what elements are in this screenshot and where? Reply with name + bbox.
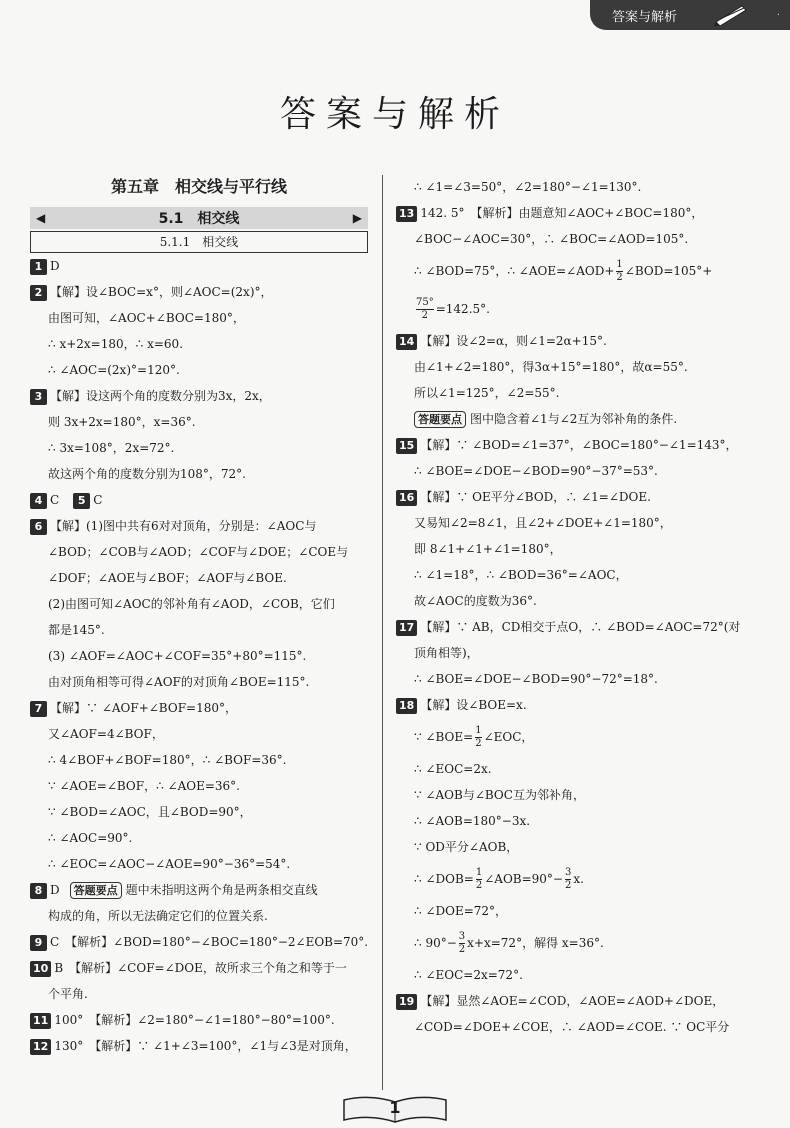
answer-line bbox=[30, 409, 368, 435]
answer-line bbox=[30, 877, 368, 903]
question-number: 1 bbox=[30, 259, 47, 275]
answer-text: C 【解析】∠BOD=180°−∠BOC=180°−2∠EOB=70°. bbox=[50, 935, 369, 949]
answer-line bbox=[30, 773, 368, 799]
answer-line bbox=[396, 692, 766, 718]
answer-text: ∠BOD；∠COB与∠AOD；∠COF与∠DOE；∠COE与 bbox=[48, 545, 349, 559]
question-number: 13 bbox=[396, 206, 417, 222]
answer-text: D bbox=[50, 883, 60, 897]
answer-line bbox=[30, 435, 368, 461]
answer-line bbox=[30, 253, 368, 279]
answer-line: 故∠AOC的度数为36°. bbox=[414, 594, 537, 608]
answer-line bbox=[396, 988, 766, 1014]
answer-text: =142.5°. bbox=[435, 302, 490, 316]
answer-line bbox=[30, 721, 368, 747]
answer-text: x. bbox=[573, 872, 584, 886]
answer-text: 【解】∵ AB，CD相交于点O，∴ ∠BOD=∠AOC=72°(对 bbox=[420, 620, 741, 634]
answer-text: 图中隐含着∠1与∠2互为邻补角的条件. bbox=[470, 412, 678, 426]
answer-text: 由图可知，∠AOC+∠BOC=180°， bbox=[48, 311, 245, 325]
fraction: $\frac{1}{2}$ bbox=[475, 725, 482, 749]
answer-line: ∴ ∠DOE=72°， bbox=[414, 904, 508, 918]
answer-line: ∴ ∠1=∠3=50°，∠2=180°−∠1=130°. bbox=[414, 180, 642, 194]
answer-text: 【解】设∠2=α，则∠1=2α+15°. bbox=[420, 334, 607, 348]
answer-line bbox=[396, 718, 766, 756]
answer-text: (2)由图可知∠AOC的邻补角有∠AOD，∠COB，它们 bbox=[48, 597, 335, 611]
answer-line: ∵ OD平分∠AOB， bbox=[414, 840, 519, 854]
answer-line bbox=[396, 924, 766, 962]
answer-text: 则 3x+2x=180°，x=36°. bbox=[48, 415, 196, 429]
fraction: $\frac{3}{2}$ bbox=[564, 867, 572, 891]
answer-text: ∵ ∠BOD=∠AOC，且∠BOD=90°， bbox=[48, 805, 252, 819]
question-number: 15 bbox=[396, 438, 417, 454]
answer-text: ∴ ∠AOC=90°. bbox=[48, 831, 133, 845]
page-title: 答案与解析 bbox=[279, 94, 510, 135]
answer-line bbox=[396, 328, 766, 354]
answer-text: 题中未指明这两个角是两条相交直线 bbox=[125, 883, 318, 897]
answer-line: ∴ ∠AOB=180°−3x. bbox=[414, 814, 531, 828]
answer-text: B 【解析】∠COF=∠DOE，故所求三个角之和等于一 bbox=[54, 961, 347, 975]
answer-text: 【解】设这两个角的度数分别为3x，2x， bbox=[50, 389, 271, 403]
answer-text: 【解】∵ ∠AOF+∠BOF=180°， bbox=[50, 701, 237, 715]
answer-line: ∴ ∠EOC=2x=72°. bbox=[414, 968, 523, 982]
question-number: 7 bbox=[30, 701, 47, 717]
header-dot: · bbox=[776, 10, 780, 21]
answer-line bbox=[30, 799, 368, 825]
answer-text: ∴ ∠AOC=(2x)°=120°. bbox=[48, 363, 180, 377]
question-number: 18 bbox=[396, 698, 417, 714]
answer-text: ∠AOB=90°− bbox=[484, 872, 563, 886]
answer-line bbox=[30, 331, 368, 357]
answer-text: 142. 5° 【解析】由题意知∠AOC+∠BOC=180°， bbox=[420, 206, 704, 220]
page-number-badge bbox=[340, 1094, 450, 1124]
answer-text: ∴ 3x=108°，2x=72°. bbox=[48, 441, 175, 455]
fraction: $\frac{1}{2}$ bbox=[475, 867, 483, 891]
answer-line bbox=[30, 955, 368, 981]
answer-line bbox=[30, 539, 368, 565]
answer-line bbox=[396, 290, 766, 328]
answer-line bbox=[30, 279, 368, 305]
answer-line bbox=[30, 695, 368, 721]
answer-text: ∠DOF；∠AOE与∠BOF；∠AOF与∠BOE. bbox=[48, 571, 287, 585]
answer-text: 个平角. bbox=[48, 987, 88, 1001]
answer-line: ∠BOC−∠AOC=30°，∴ ∠BOC=∠AOD=105°. bbox=[414, 232, 689, 246]
answer-text: ∴ ∠DOB= bbox=[414, 872, 474, 886]
fraction: $\frac{3}{2}$ bbox=[458, 931, 466, 955]
answer-line bbox=[396, 860, 766, 898]
answer-text: 构成的角，所以无法确定它们的位置关系. bbox=[48, 909, 268, 923]
right-arrow-icon: ▶ bbox=[352, 211, 362, 225]
section-label: 5.1 相交线 bbox=[158, 211, 240, 227]
answer-line bbox=[30, 461, 368, 487]
answer-text: 【解】显然∠AOE=∠COD，∠AOE=∠AOD+∠DOE， bbox=[420, 994, 725, 1008]
fraction: $\frac{75^\circ}{2}$ bbox=[416, 297, 434, 321]
answer-line bbox=[30, 1033, 368, 1059]
answer-line bbox=[30, 617, 368, 643]
answer-line bbox=[30, 643, 368, 669]
question-number: 5 bbox=[73, 493, 90, 509]
answer-text: ∴ 4∠BOF+∠BOF=180°，∴ ∠BOF=36°. bbox=[48, 753, 287, 767]
question-number: 11 bbox=[30, 1013, 51, 1029]
question-number: 4 bbox=[30, 493, 47, 509]
answer-text: C bbox=[93, 493, 103, 507]
answer-text: ∵ ∠BOE= bbox=[414, 730, 474, 744]
answer-text: C bbox=[50, 493, 60, 507]
question-number: 17 bbox=[396, 620, 417, 636]
question-number: 16 bbox=[396, 490, 417, 506]
header-tab-label: 答案与解析 bbox=[612, 9, 678, 25]
answer-line: 由∠1+∠2=180°，得3α+15°=180°，故α=55°. bbox=[414, 360, 688, 374]
left-column bbox=[30, 170, 368, 1059]
answer-text: 【解】∵ ∠BOD=∠1=37°，∠BOC=180°−∠1=143°， bbox=[420, 438, 738, 452]
answer-line: 又易知∠2=8∠1，且∠2+∠DOE+∠1=180°， bbox=[414, 516, 672, 530]
answer-line bbox=[30, 357, 368, 383]
answer-text: (3) ∠AOF=∠AOC+∠COF=35°+80°=115°. bbox=[48, 649, 307, 663]
answer-line bbox=[396, 200, 766, 226]
question-number: 8 bbox=[30, 883, 47, 899]
answer-line bbox=[30, 929, 368, 955]
question-number: 6 bbox=[30, 519, 47, 535]
fraction: $\frac{1}{2}$ bbox=[616, 259, 623, 283]
answer-line: ∵ ∠AOB与∠BOC互为邻补角， bbox=[414, 788, 585, 802]
question-number: 10 bbox=[30, 961, 51, 977]
answer-text: 130° 【解析】∵ ∠1+∠3=100°，∠1与∠3是对顶角， bbox=[54, 1039, 357, 1053]
answer-text: 【解】(1)图中共有6对对顶角，分别是：∠AOC与 bbox=[50, 519, 317, 533]
answer-line bbox=[30, 565, 368, 591]
right-column bbox=[396, 174, 766, 1040]
left-answer-list bbox=[30, 253, 368, 1059]
answer-line bbox=[396, 614, 766, 640]
answer-line bbox=[30, 825, 368, 851]
pencil-icon bbox=[712, 4, 750, 26]
answer-text: ∴ x+2x=180，∴ x=60. bbox=[48, 337, 183, 351]
answer-text: 100° 【解析】∠2=180°−∠1=180°−80°=100°. bbox=[54, 1013, 335, 1027]
answer-line bbox=[30, 851, 368, 877]
answer-line: 所以∠1=125°，∠2=55°. bbox=[414, 386, 560, 400]
answer-line bbox=[30, 669, 368, 695]
answer-line bbox=[30, 383, 368, 409]
question-number: 19 bbox=[396, 994, 417, 1010]
answer-line bbox=[30, 513, 368, 539]
question-number: 2 bbox=[30, 285, 47, 301]
answer-text: ∴ ∠EOC=∠AOC−∠AOE=90°−36°=54°. bbox=[48, 857, 291, 871]
section-bar bbox=[30, 207, 368, 229]
answer-line: ∴ ∠BOE=∠DOE−∠BOD=90°−72°=18°. bbox=[414, 672, 658, 686]
answer-line bbox=[396, 432, 766, 458]
answer-line: ∴ ∠EOC=2x. bbox=[414, 762, 492, 776]
answer-line bbox=[30, 903, 368, 929]
answer-text: 【解】设∠BOC=x°，则∠AOC=(2x)°， bbox=[50, 285, 273, 299]
question-number: 9 bbox=[30, 935, 47, 951]
answer-text: 由对顶角相等可得∠AOF的对顶角∠BOE=115°. bbox=[48, 675, 310, 689]
answer-line bbox=[30, 487, 368, 513]
answer-line bbox=[30, 981, 368, 1007]
question-number: 12 bbox=[30, 1039, 51, 1055]
answer-line bbox=[30, 591, 368, 617]
answer-line bbox=[396, 484, 766, 510]
answer-line: ∴ ∠1=18°，∴ ∠BOD=36°=∠AOC， bbox=[414, 568, 628, 582]
column-divider bbox=[382, 175, 383, 1090]
answer-line bbox=[396, 406, 766, 432]
answer-line: 即 8∠1+∠1+∠1=180°， bbox=[414, 542, 562, 556]
answer-text: ∴ ∠BOD=75°，∴ ∠AOE=∠AOD+ bbox=[414, 264, 615, 278]
answer-line bbox=[30, 305, 368, 331]
header-tab bbox=[590, 0, 790, 30]
answer-text: ∠BOD=105°+ bbox=[624, 264, 713, 278]
answer-text: 故这两个角的度数分别为108°，72°. bbox=[48, 467, 246, 481]
answer-text: 都是145°. bbox=[48, 623, 105, 637]
answer-text: 【解】∵ OE平分∠BOD，∴ ∠1=∠DOE. bbox=[420, 490, 651, 504]
answer-text: x+x=72°，解得 x=36°. bbox=[467, 936, 604, 950]
question-number: 3 bbox=[30, 389, 47, 405]
answer-text: ∠EOC， bbox=[483, 730, 534, 744]
left-arrow-icon: ◀ bbox=[36, 211, 46, 225]
key-point-badge: 答题要点 bbox=[70, 882, 122, 899]
answer-text: 【解】设∠BOE=x. bbox=[420, 698, 527, 712]
subsection-label: 5.1.1 相交线 bbox=[30, 231, 368, 253]
question-number: 14 bbox=[396, 334, 417, 350]
answer-line: ∠COD=∠DOE+∠COE，∴ ∠AOD=∠COE. ∵ OC平分 bbox=[414, 1020, 730, 1034]
answer-text: D bbox=[50, 259, 60, 273]
key-point-badge: 答题要点 bbox=[414, 411, 466, 428]
page-number: 1 bbox=[389, 1098, 401, 1117]
chapter-title: 第五章 相交线与平行线 bbox=[110, 177, 287, 196]
answer-text: ∴ 90°− bbox=[414, 936, 457, 950]
answer-line bbox=[30, 747, 368, 773]
answer-text: 又∠AOF=4∠BOF， bbox=[48, 727, 164, 741]
answer-line bbox=[30, 1007, 368, 1033]
answer-line: ∴ ∠BOE=∠DOE−∠BOD=90°−37°=53°. bbox=[414, 464, 658, 478]
answer-text: ∵ ∠AOE=∠BOF，∴ ∠AOE=36°. bbox=[48, 779, 240, 793]
answer-line bbox=[396, 252, 766, 290]
answer-line: 顶角相等)， bbox=[414, 646, 479, 660]
